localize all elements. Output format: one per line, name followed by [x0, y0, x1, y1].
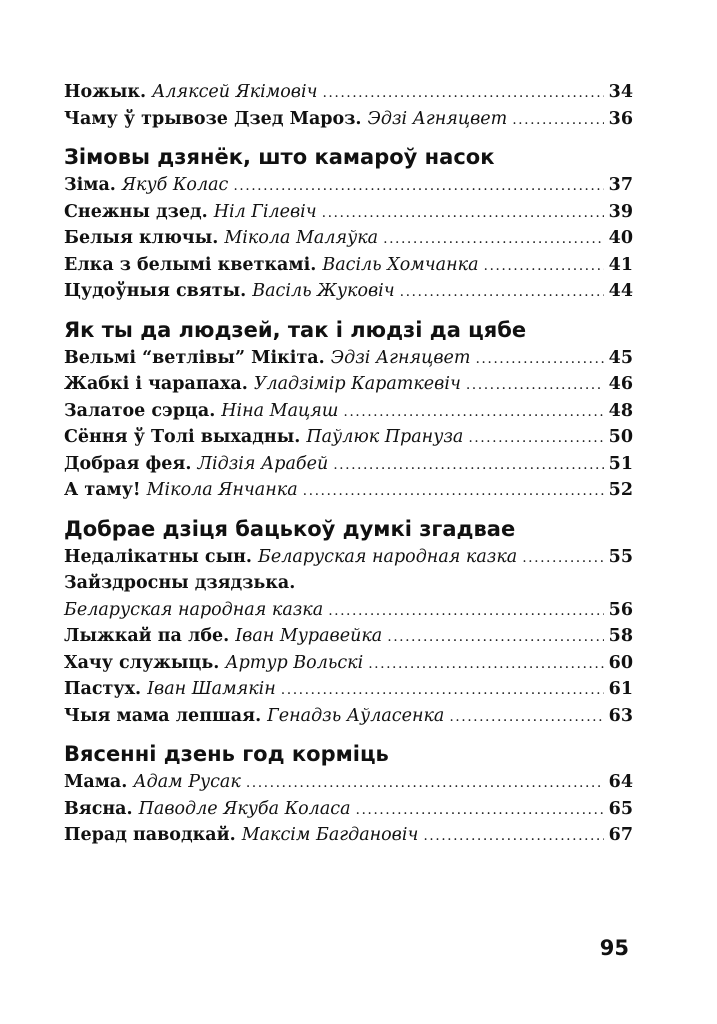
toc-entry — [64, 679, 633, 706]
entry-title: Недалікатны сын. — [64, 546, 253, 567]
entry-page: 63 — [608, 705, 633, 726]
entry-page: 64 — [608, 772, 633, 792]
entry-author: Ніл Гілевіч — [213, 201, 317, 222]
entry-author: Паводле Якуба Коласа — [138, 798, 351, 819]
entry-title: Мама. — [64, 772, 128, 792]
entry-author: Іван Муравейка — [235, 626, 383, 646]
entry-title: Лыжкай па лбе. — [64, 626, 230, 646]
page-number: 95 — [599, 936, 629, 960]
entry-title: Ножык. — [64, 82, 147, 102]
entry-page: 44 — [608, 281, 633, 301]
leader-dots — [233, 178, 603, 194]
leader-dots — [383, 231, 604, 247]
entry-author: Адам Русак — [133, 772, 241, 792]
entry-page: 50 — [608, 427, 633, 447]
leader-dots — [281, 682, 604, 698]
entry-title: Цудоўныя святы. — [64, 281, 247, 301]
entry-author: Аляксей Якімовіч — [152, 82, 318, 102]
entry-author: Артур Вольскі — [225, 652, 364, 673]
leader-dots — [468, 430, 603, 446]
entry-author: Якуб Колас — [121, 175, 229, 195]
entry-title: Снежны дзед. — [64, 201, 208, 222]
entry-author: Васіль Хомчанка — [322, 254, 479, 275]
entry-author: Лідзія Арабей — [197, 453, 329, 474]
leader-dots — [322, 205, 604, 221]
entry-title: Вельмі “ветлівы” Мікіта. — [64, 347, 325, 368]
toc-entry — [64, 547, 633, 574]
entry-author: Мікола Янчанка — [146, 480, 298, 500]
entry-page: 48 — [608, 400, 633, 421]
entry-author: Васіль Жуковіч — [252, 281, 395, 301]
leader-dots — [423, 828, 603, 844]
toc-entry — [64, 600, 633, 627]
leader-dots — [466, 377, 604, 393]
toc-entry — [64, 706, 633, 733]
entry-author: Беларуская народная казка — [64, 599, 324, 620]
toc-entry — [64, 772, 633, 799]
toc-entry — [64, 348, 633, 375]
entry-title: Залатое сэрца. — [64, 400, 216, 421]
entry-title: Добрая фея. — [64, 453, 192, 474]
entry-title: Пастух. — [64, 679, 142, 699]
toc-entry — [64, 626, 633, 653]
toc-entry-title-line: Зайздросны дзядзька. — [64, 573, 296, 593]
entry-author: Мікола Маляўка — [224, 228, 379, 248]
toc-entry — [64, 401, 633, 428]
toc-entry — [64, 825, 633, 852]
toc-entry — [64, 175, 633, 202]
entry-page: 37 — [608, 175, 633, 195]
toc-entry — [64, 82, 633, 109]
entry-page: 67 — [608, 825, 633, 845]
entry-page: 34 — [608, 82, 633, 102]
entry-title: Жабкі і чарапаха. — [64, 374, 248, 394]
entry-title: Елка з белымі кветкамі. — [64, 254, 317, 275]
leader-dots — [368, 656, 603, 672]
toc-entry — [64, 799, 633, 826]
entry-title: Чыя мама лепшая. — [64, 705, 262, 726]
entry-author: Максім Багдановіч — [241, 825, 419, 845]
entry-page: 36 — [608, 108, 633, 129]
entry-author: Уладзімір Караткевіч — [253, 374, 461, 394]
leader-dots — [475, 351, 603, 367]
entry-author: Паўлюк Пранузa — [306, 427, 464, 447]
entry-page: 58 — [608, 626, 633, 646]
toc-entry — [64, 228, 633, 255]
entry-author: Эдзі Агняцвет — [330, 347, 471, 368]
leader-dots — [400, 284, 604, 300]
toc-entry — [64, 427, 633, 454]
entry-page: 56 — [608, 599, 633, 620]
entry-page: 65 — [608, 798, 633, 819]
entry-page: 40 — [608, 228, 633, 248]
entry-page: 46 — [608, 374, 633, 394]
entry-page: 39 — [608, 201, 633, 222]
entry-page: 45 — [608, 347, 633, 368]
toc-entry — [64, 480, 633, 507]
section-title: Добрае дзіця бацькоў думкі згадвае — [64, 516, 516, 541]
toc-entry — [64, 255, 633, 282]
leader-dots — [522, 550, 603, 566]
leader-dots — [303, 483, 604, 499]
toc-entry — [64, 109, 633, 136]
entry-author: Ніна Мацяш — [221, 400, 339, 421]
entry-title: Белыя ключы. — [64, 228, 219, 248]
section-title: Вясенні дзень год корміць — [64, 742, 389, 766]
entry-title: Вясна. — [64, 798, 133, 819]
leader-dots — [343, 404, 603, 420]
toc-entry — [64, 653, 633, 680]
section-title: Як ты да людзей, так і людзі да цябе — [64, 317, 527, 342]
toc-entry — [64, 374, 633, 401]
leader-dots — [484, 258, 604, 274]
entry-author: Іван Шамякін — [147, 679, 276, 699]
entry-page: 60 — [608, 652, 633, 673]
entry-author: Эдзі Агняцвет — [367, 108, 508, 129]
entry-page: 51 — [608, 453, 633, 474]
toc-entry — [64, 202, 633, 229]
leader-dots — [449, 709, 603, 725]
leader-dots — [328, 603, 603, 619]
leader-dots — [246, 775, 604, 791]
entry-title: Зіма. — [64, 175, 116, 195]
entry-page: 41 — [608, 254, 633, 275]
entry-author: Генадзь Аўласенка — [267, 705, 445, 726]
entry-title: Хачу служыць. — [64, 652, 220, 673]
entry-title: Сёння ў Толі выхадны. — [64, 427, 301, 447]
table-of-contents — [64, 82, 633, 852]
leader-dots — [356, 802, 604, 818]
entry-title: А таму! — [64, 480, 141, 500]
entry-title: Чаму ў трывозе Дзед Мароз. — [64, 108, 362, 129]
entry-title: Перад паводкай. — [64, 825, 236, 845]
leader-dots — [322, 85, 603, 101]
entry-author: Беларуская народная казка — [258, 546, 518, 567]
entry-page: 61 — [608, 679, 633, 699]
entry-page: 52 — [608, 480, 633, 500]
leader-dots — [333, 457, 603, 473]
leader-dots — [387, 629, 603, 645]
entry-page: 55 — [608, 546, 633, 567]
section-title: Зімовы дзянёк, што камароў насок — [64, 145, 495, 169]
leader-dots — [512, 112, 603, 128]
toc-entry — [64, 281, 633, 308]
toc-entry — [64, 454, 633, 481]
